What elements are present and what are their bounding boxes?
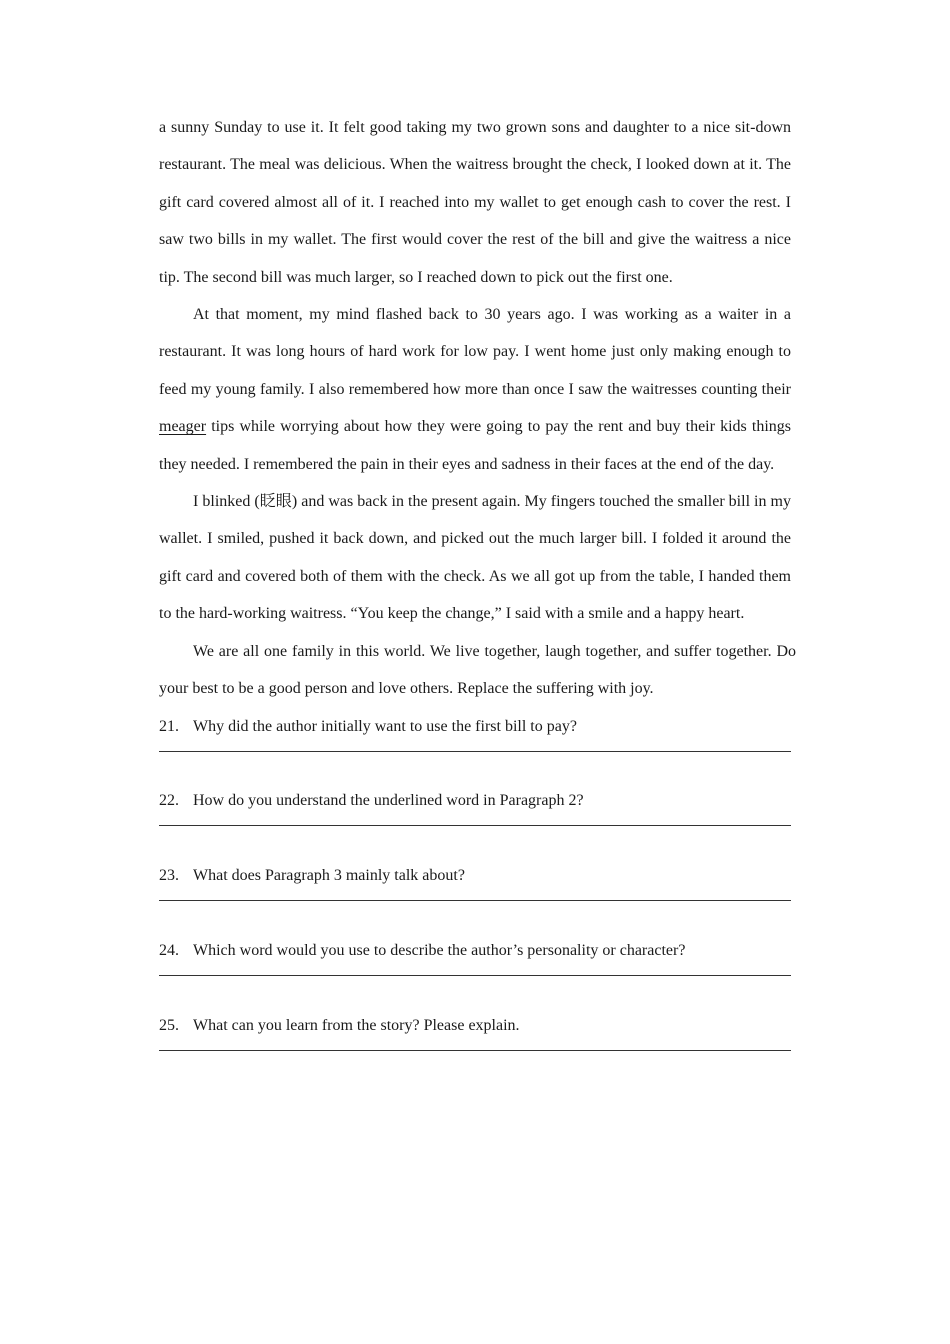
paragraph-2 xyxy=(159,296,791,483)
paragraph-3: I blinked (眨眼) and was back in the present again. My fingers touched the smaller bill in my wallet. I smiled, pushed it back down, and picked out the much larger bill. I folded it around the gift card and covered both of them with the check. As we all got up from the table, I handed them to the hard-working waitress. “You keep the change,” I said with a smile and a happy heart. xyxy=(159,493,791,623)
question-24 xyxy=(159,932,791,1007)
question-prompt: What can you learn from the story? Please explain. xyxy=(193,1016,520,1034)
answer-line-21[interactable] xyxy=(159,751,791,752)
question-list xyxy=(159,708,791,1082)
question-number: 22. xyxy=(159,792,179,810)
answer-line-22[interactable] xyxy=(159,825,791,826)
paragraph-1: a sunny Sunday to use it. It felt good taking my two grown sons and daughter to a nice sit-down restaurant. The meal was delicious. When the waitress brought the check, I looked down at it. The gift card covered almost all of it. I reached into my wallet to get enough cash to cover the rest. I saw two bills in my wallet. The first would cover the rest of the bill and give the waitress a nice tip. The second bill was much larger, so I reached down to pick out the first one. xyxy=(159,119,791,286)
underlined-word: meager xyxy=(159,418,207,436)
question-22-text xyxy=(159,782,791,819)
answer-line-25[interactable] xyxy=(159,1050,791,1051)
question-24-text xyxy=(159,932,791,969)
question-25-text xyxy=(159,1007,791,1044)
question-number: 24. xyxy=(159,941,179,959)
question-25 xyxy=(159,1007,791,1082)
question-prompt: Which word would you use to describe the author’s personality or character? xyxy=(193,941,686,959)
question-prompt: How do you understand the underlined word in Paragraph 2? xyxy=(193,792,584,810)
question-23 xyxy=(159,857,791,932)
paragraph-2-text-end: tips while worrying about how they were going to pay the rent and buy their kids things they needed. I remembered the pain in their eyes and sadness in their faces at the end of the day. xyxy=(159,418,791,473)
question-number: 21. xyxy=(159,717,179,735)
question-21-text xyxy=(159,708,791,745)
question-22 xyxy=(159,782,791,857)
answer-line-24[interactable] xyxy=(159,975,791,976)
paragraph-2-text-start: At that moment, my mind flashed back to 30 years ago. I was working as a waiter in a restaurant. It was long hours of hard work for low pay. I went home just only making enough to feed my young family. I also remembered how more than once I saw the waitresses counting their xyxy=(159,306,791,398)
answer-line-23[interactable] xyxy=(159,900,791,901)
question-prompt: Why did the author initially want to use the first bill to pay? xyxy=(193,717,577,735)
question-23-text xyxy=(159,857,791,894)
paragraph-4: We are all one family in this world. We live together, laugh together, and suffer together. Do your best to be a good person and love others. Replace the suffering with joy. xyxy=(159,642,796,698)
question-number: 25. xyxy=(159,1016,179,1034)
question-prompt: What does Paragraph 3 mainly talk about? xyxy=(193,867,465,885)
document-page xyxy=(159,109,796,1081)
question-number: 23. xyxy=(159,867,179,885)
question-21 xyxy=(159,708,791,783)
